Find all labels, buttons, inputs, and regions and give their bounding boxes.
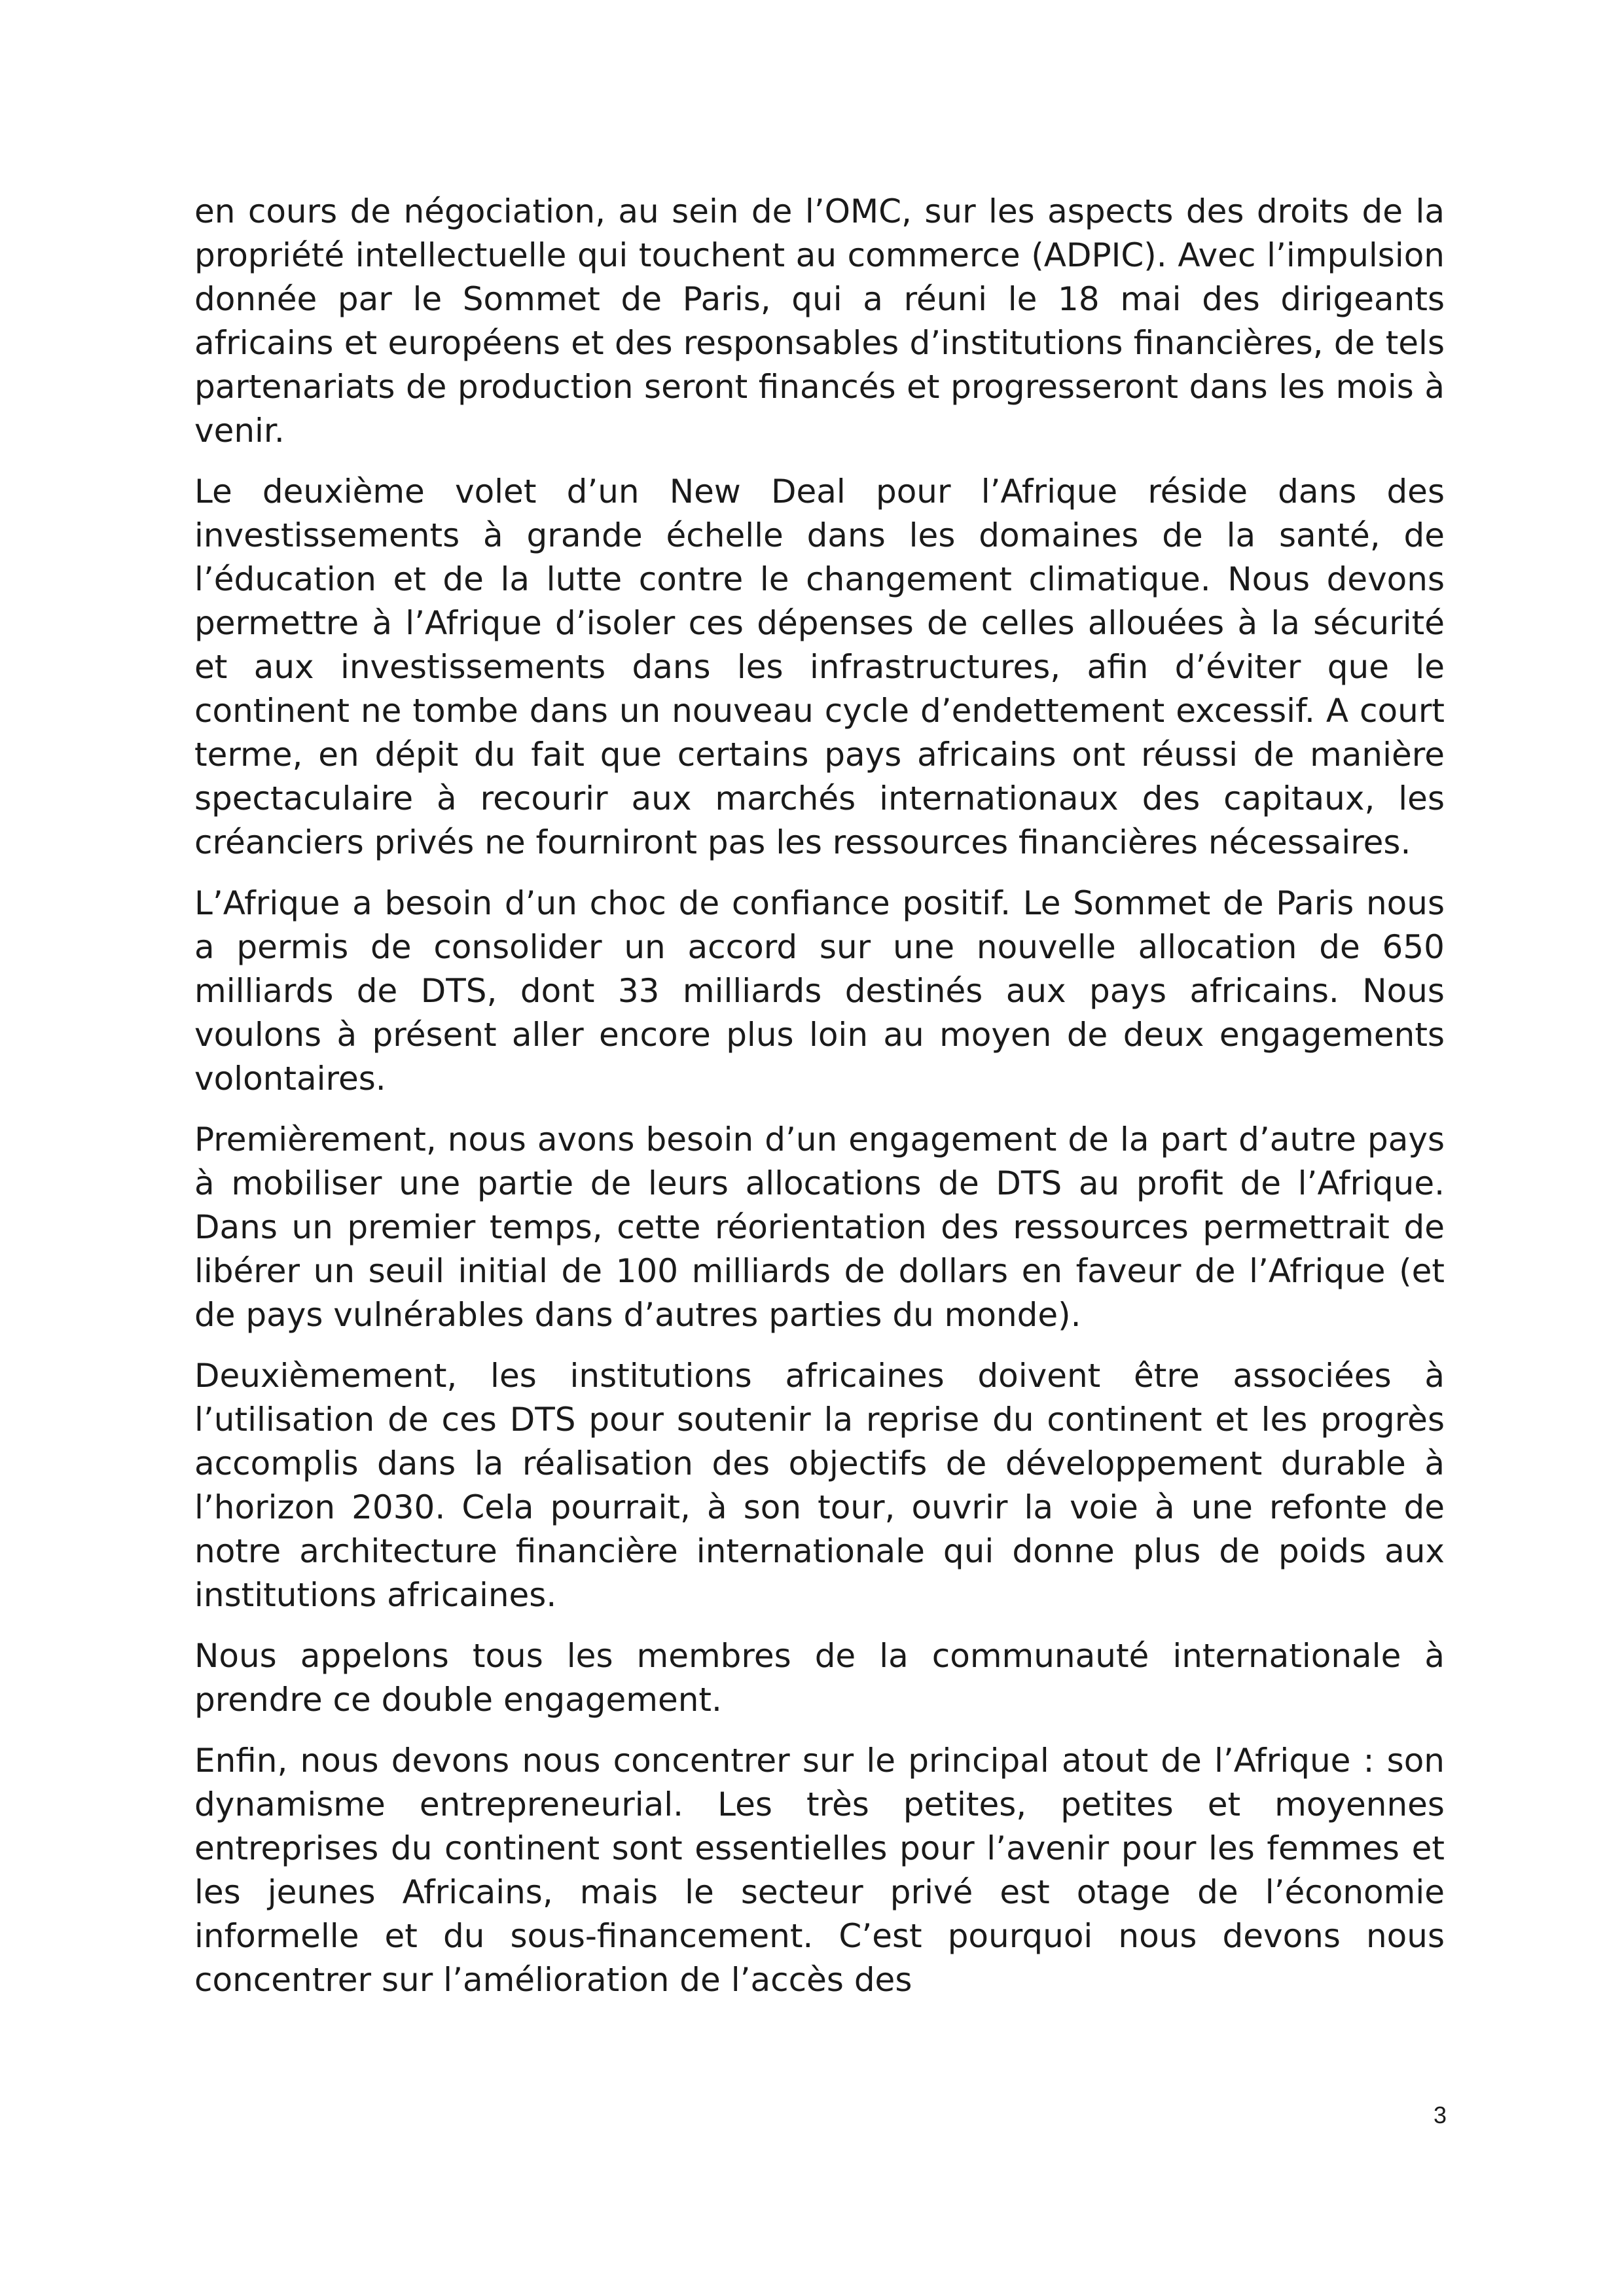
paragraph-1: en cours de négociation, au sein de l’OMC, sur les aspects des droits de la propriété intellectuelle qui touchent au commerce (ADPIC). Avec l’impulsion donnée par le Sommet de Paris, qui a réuni le 18 mai des dirigeants africains et européens et des responsables d’institutions financières, de tels partenariats de production seront financés et progresseront dans les mois à venir.: [194, 192, 1445, 450]
paragraph-5: Deuxièmement, les institutions africaines doivent être associées à l’utilisation de ces DTS pour soutenir la reprise du continent et les progrès accomplis dans la réalisation des objectifs de développement durable à l’horizon 2030. Cela pourrait, à son tour, ouvrir la voie à une refonte de notre architecture financière internationale qui donne plus de poids aux institutions africaines.: [194, 1357, 1445, 1614]
page-number: 3: [1433, 2102, 1447, 2128]
paragraph-6: Nous appelons tous les membres de la communauté internationale à prendre ce double engagement.: [194, 1637, 1445, 1719]
paragraph-2: Le deuxième volet d’un New Deal pour l’Afrique réside dans des investissements à grande échelle dans les domaines de la santé, de l’éducation et de la lutte contre le changement climatique. Nous devons permettre à l’Afrique d’isoler ces dépenses de celles allouées à la sécurité et aux investissements dans les infrastructures, afin d’éviter que le continent ne tombe dans un nouveau cycle d’endettement excessif. A court terme, en dépit du fait que certains pays africains ont réussi de manière spectaculaire à recourir aux marchés internationaux des capitaux, les créanciers privés ne fourniront pas les ressources financières nécessaires.: [194, 473, 1445, 861]
paragraph-3: L’Afrique a besoin d’un choc de confiance positif. Le Sommet de Paris nous a permis de consolider un accord sur une nouvelle allocation de 650 milliards de DTS, dont 33 milliards destinés aux pays africains. Nous voulons à présent aller encore plus loin au moyen de deux engagements volontaires.: [194, 884, 1445, 1098]
paragraph-4: Premièrement, nous avons besoin d’un engagement de la part d’autre pays à mobiliser une partie de leurs allocations de DTS au profit de l’Afrique. Dans un premier temps, cette réorientation des ressources permettrait de libérer un seuil initial de 100 milliards de dollars en faveur de l’Afrique (et de pays vulnérables dans d’autres parties du monde).: [194, 1121, 1445, 1334]
paragraph-7: Enfin, nous devons nous concentrer sur le principal atout de l’Afrique : son dynamisme entrepreneurial. Les très petites, petites et moyennes entreprises du continent sont essentielles pour l’avenir pour les femmes et les jeunes Africains, mais le secteur privé est otage de l’économie informelle et du sous-financement. C’est pourquoi nous devons nous concentrer sur l’amélioration de l’accès des: [194, 1742, 1445, 1999]
body-text: [194, 190, 1445, 2019]
